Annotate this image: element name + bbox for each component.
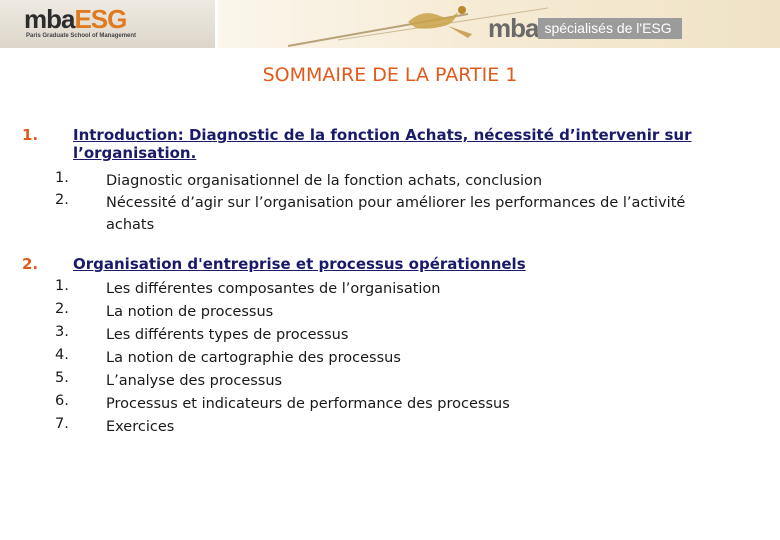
item-text: La notion de processus — [106, 304, 274, 320]
list-item — [55, 370, 742, 393]
item-text: Processus et indicateurs de performance des processus — [106, 396, 510, 412]
section-number: 2. — [22, 255, 39, 273]
item-number: 2. — [55, 192, 69, 208]
section-heading — [22, 126, 742, 162]
section-heading — [22, 255, 742, 273]
list-item — [55, 347, 742, 370]
logo-subtitle: Paris Graduate School of Management — [26, 33, 137, 39]
header-banner — [218, 0, 780, 48]
item-number: 3. — [55, 324, 69, 340]
item-text: Exercices — [106, 419, 175, 435]
list-item — [55, 393, 742, 416]
header — [0, 0, 780, 50]
logo-wordmark: mbaESG — [24, 4, 127, 34]
item-number: 7. — [55, 416, 69, 432]
item-number: 2. — [55, 301, 69, 317]
page-title: SOMMAIRE DE LA PARTIE 1 — [262, 64, 518, 86]
item-number: 6. — [55, 393, 69, 409]
section-title: Organisation d'entreprise et processus opérationnels — [73, 255, 526, 273]
item-number: 1. — [55, 278, 69, 294]
list-item — [55, 170, 742, 192]
list-item — [55, 301, 742, 324]
mba-esg-logo — [0, 0, 215, 48]
list-item — [55, 324, 742, 347]
list-item — [55, 278, 742, 301]
section-number: 1. — [22, 126, 39, 144]
item-text: L’analyse des processus — [106, 373, 283, 389]
item-text: Les différents types de processus — [106, 327, 349, 343]
item-number: 1. — [55, 170, 69, 186]
list-item — [55, 416, 742, 439]
item-text: Les différentes composantes de l’organisation — [106, 281, 441, 297]
summary-list — [22, 126, 742, 439]
item-text: La notion de cartographie des processus — [106, 350, 401, 366]
item-text: Diagnostic organisationnel de la fonction achats, conclusion — [106, 173, 543, 189]
item-number: 4. — [55, 347, 69, 363]
section-title: Introduction: Diagnostic de la fonction Achats, nécessité d’intervenir sur l’organisation. — [73, 126, 692, 162]
list-item — [55, 192, 742, 236]
item-number: 5. — [55, 370, 69, 386]
mba-specialises-tagline: mba spécialisés de l'ESG — [488, 13, 682, 44]
item-text: Nécessité d’agir sur l’organisation pour améliorer les performances de l’activité achats — [106, 195, 686, 233]
